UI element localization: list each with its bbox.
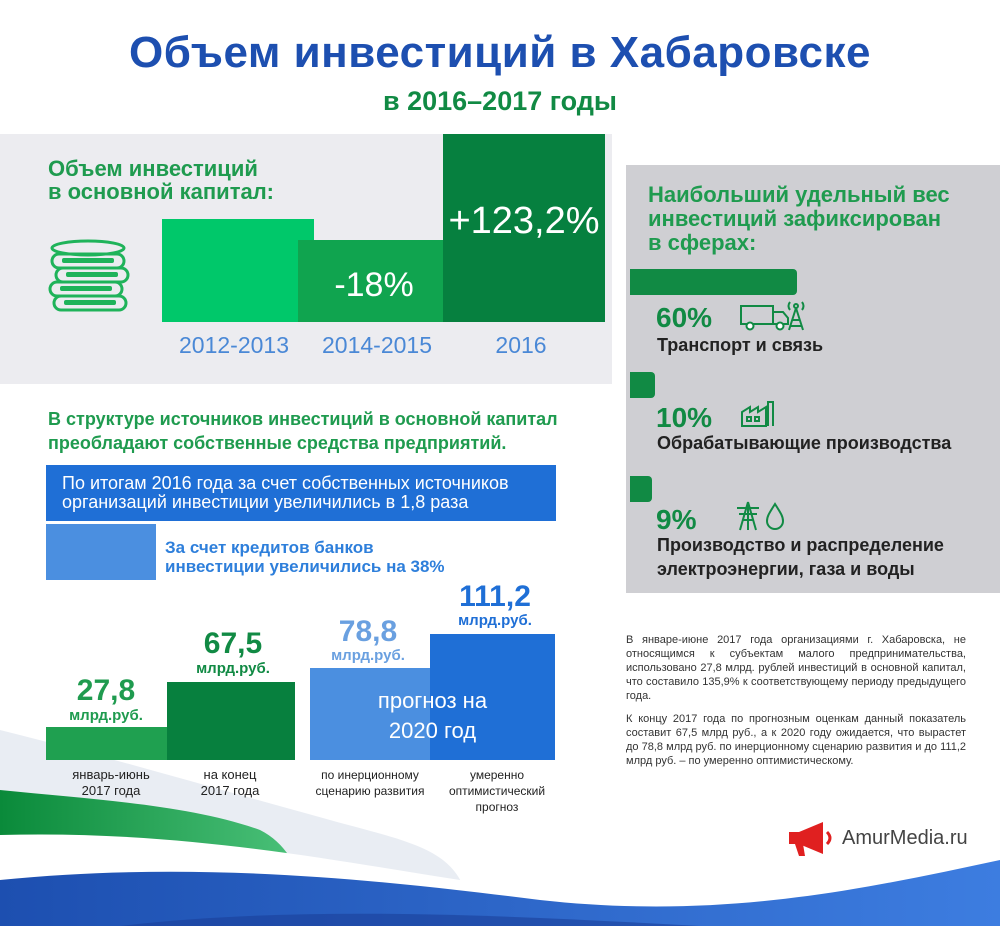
share-percent: 9% [656,504,697,535]
year-label: 2014-2015 [322,332,432,358]
bar-value: -18% [334,266,414,304]
year-label: 2016 [495,332,547,358]
bar-2012-2013 [162,219,314,322]
bar-value: +123,2% [448,200,600,242]
amount-label: январь-июнь 2017 года [72,767,150,798]
capital-title: Объем инвестиций в основной капитал: [48,156,275,204]
credit-text: За счет кредитов банков инвестиции увеличились на 38% [165,538,445,576]
bar-2016 [443,134,605,322]
page-title: Объем инвестиций в Хабаровске [129,28,871,77]
share-percent: 60% [656,302,713,333]
own-funds-box: По итогам 2016 года за счет собственных источников организаций инвестиции увеличились в 1,8 раза [46,465,556,521]
forecast-label: прогноз на 2020 год [377,688,488,743]
amount-label: на конец 2017 года [200,767,260,798]
amount-bar-end-2017 [167,682,295,760]
amount-value: 67,5 [203,627,263,660]
structure-text: В структуре источников инвестиций в основной капитал преобладают собственные средства предприятий. [48,409,558,453]
sphere-label: Производство и распределение электроэнергии, газа и воды [657,535,944,579]
bar-2014-2015 [298,240,450,322]
share-bar-energy [630,476,652,502]
note-paragraph: К концу 2017 года по прогнозным оценкам данный показатель составит 67,5 млрд руб., а к 2020 году ожидается, что вырастет до 78,8 млрд руб. по инерционному сценарию развития и до 111,2 млрд руб. – по умеренно оптимистическому. [626,713,966,767]
amount-unit: млрд.руб. [196,660,270,677]
year-label: 2012-2013 [179,332,289,358]
share-bar-manufacturing [630,372,655,398]
note-paragraph: В январе-июне 2017 года организациями г. Хабаровска, не относящимся к субъектам малого предпринимательства, использовано 27,8 млрд. рублей инвестиций в основной капитал, что составило 135,9% к соответствующему периоду предыдущего года. [626,634,966,702]
sphere-label: Транспорт и связь [657,335,824,355]
antenna-icon [784,300,808,332]
amount-unit: млрд.руб. [69,707,143,724]
factory-icon [740,398,776,428]
power-tower-icon [733,500,763,532]
credit-box [46,524,156,580]
sphere-label: Обрабатывающие производства [657,433,952,453]
megaphone-icon [785,818,837,858]
brand-name[interactable]: AmurMedia.ru [842,827,968,849]
amount-value: 111,2 [459,580,531,613]
page-subtitle: в 2016–2017 годы [383,86,617,116]
amount-value: 78,8 [338,615,398,648]
share-percent: 10% [656,402,713,433]
coins-icon [46,238,138,320]
amount-value: 27,8 [76,674,136,707]
water-drop-icon [764,502,786,530]
amount-label: по инерционному сценарию развития [315,768,425,798]
amount-unit: млрд.руб. [458,612,532,629]
amount-label: умеренно оптимистический прогноз [448,768,546,814]
share-bar-transport [630,269,797,295]
spheres-title: Наибольший удельный вес инвестиций зафиксирован в сферах: [648,182,950,255]
amount-unit: млрд.руб. [331,647,405,664]
amount-bar-h1-2017 [46,727,171,760]
